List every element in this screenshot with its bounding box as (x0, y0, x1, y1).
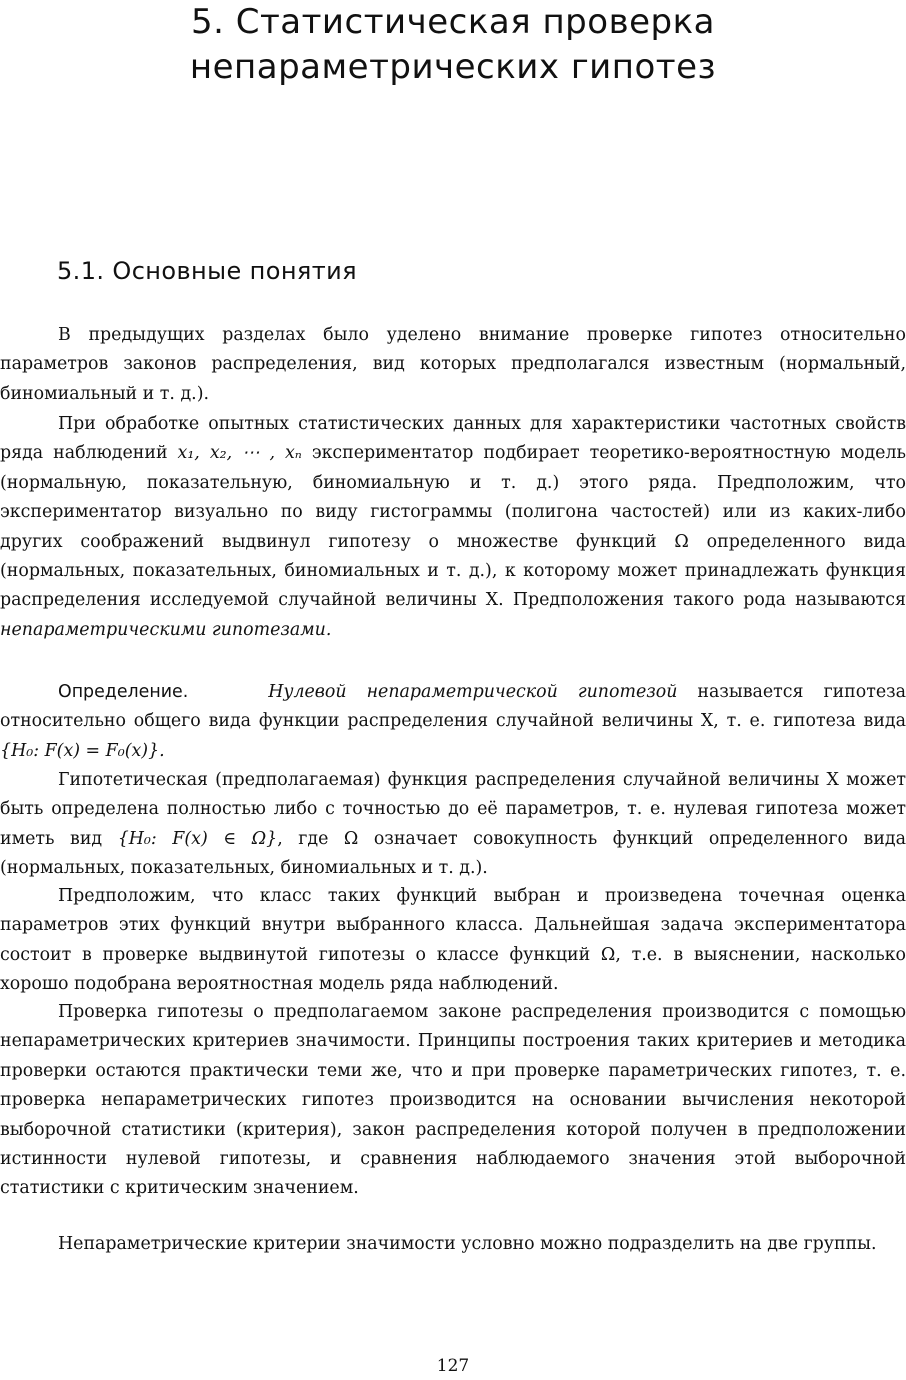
definition-paragraph (0, 678, 906, 766)
paragraph-criteria: Проверка гипотезы о предполагаемом законе распределения производится с помощью непараметрических критериев значимости. Принципы построения таких критериев и методика проверки остаются практически теми же, что и при проверке параметрических гипотез, т. е. проверка непараметрических гипотез производится на основании вычисления некоторой выборочной статистики (критерия), закон распределения которой получен в предположении истинности нулевой гипотезы, и сравнения наблюдаемого значения этой выборочной статистики с критическим значением. (0, 1002, 906, 1199)
paragraph-hypothesis-model (0, 410, 906, 645)
paragraph-text: При обработке опытных статистических данных для характеристики частотных свойств ряда наблюдений (0, 414, 906, 464)
paragraph-text: , где Ω означает совокупность функций определенного вида (нормальных, показательных, биномиальных и т. д.). (0, 828, 906, 879)
null-hypothesis-formula: {H₀: F(x) = F₀(x)}. (0, 740, 165, 761)
definition-label: Определение. (58, 682, 189, 702)
paragraph-point-estimate: Предположим, что класс таких функций выбран и произведена точечная оценка параметров этих функций внутри выбранного класса. Дальнейшая задача экспериментатора состоит в проверке выдвинутой гипотезы о классе функций Ω, т.е. в выяснении, насколько хорошо подобрана вероятностная модель ряда наблюдений. (0, 886, 906, 995)
term-nonparametric-hypotheses: непараметрическими гипотезами. (0, 619, 332, 640)
paragraph-intro: В предыдущих разделах было уделено внимание проверке гипотез относительно параметров законов распределения, вид которых предполагался известным (нормальный, биномиальный и т. д.). (0, 325, 906, 404)
paragraph-text: Гипотетическая (предполагаемая) функция распределения случайной величины X может быть определена полностью либо с точностью до её параметров, т. е. нулевая гипотеза может иметь вид (0, 770, 906, 849)
definition-text: называется гипотеза относительно общего вида функции распределения случайной величины X, т. е. гипотеза вида (0, 682, 906, 732)
paragraph-criteria-groups: Непараметрические критерии значимости условно можно подразделить на две группы. (58, 1234, 877, 1254)
paragraph-hypothetical-function (0, 766, 906, 884)
chapter-title-line-1: 5. Статистическая проверка (191, 2, 715, 42)
chapter-title-line-2: непараметрических гипотез (189, 47, 717, 87)
page-number: 127 (436, 1356, 470, 1376)
chapter-title (0, 0, 906, 90)
observations-formula: x₁, x₂, ⋯ , xₙ (177, 443, 302, 464)
term-null-hypothesis: Нулевой непараметрической гипотезой (268, 682, 678, 702)
class-hypothesis-formula: {H₀: F(x) ∈ Ω} (117, 828, 278, 849)
paragraph-text: экспериментатор подбирает теоретико-вероятностную модель (нормальную, показательную, биномиальную и т. д.) этого ряда. Предположим, что экспериментатор визуально по виду гистограммы (полигона частостей) или из каких-либо других соображений выдвинул гипотезу о множестве функций Ω определенного вида (нормальных, показательных, биномиальных и т. д.), к которому может принадлежать функция распределения исследуемой случайной величины X. Предположения такого рода называются (0, 443, 906, 611)
section-title: 5.1. Основные понятия (57, 257, 357, 285)
